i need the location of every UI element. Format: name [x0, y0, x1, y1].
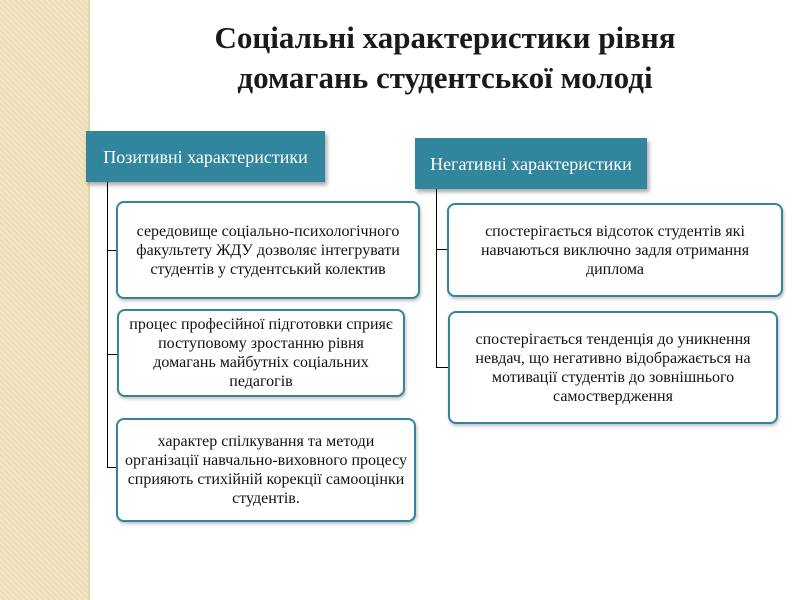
negative-header [415, 138, 647, 189]
positive-header-label: Позитивні характеристики [103, 146, 308, 167]
positive-item-2 [117, 309, 405, 397]
positive-connector-branch-3 [107, 467, 116, 468]
decorative-left-strip [0, 0, 90, 600]
positive-connector-branch-1 [107, 250, 116, 251]
negative-item-2-text: спостерігається тенденція до уникнення невдач, що негативно відображається на мотивації студентів до зовнішнього самоствердження [475, 330, 751, 405]
negative-item-1-text: спостерігається відсоток студентів які навчаються виключно задля отримання диплома [480, 222, 750, 278]
positive-connector-branch-2 [107, 354, 117, 355]
positive-item-2-text: процес професійної підготовки сприяє поступовому зростанню рівня домагань майбутніх соціальних педагогів [129, 316, 393, 390]
negative-header-label: Негативні характеристики [430, 153, 632, 174]
negative-connector-vertical [436, 189, 437, 367]
slide-title [90, 18, 800, 98]
negative-item-2 [448, 311, 778, 424]
positive-item-3-text: характер спілкування та методи організації навчально-виховного процесу сприяють стихійній корекції самооцінки студентів. [125, 433, 407, 507]
slide-title-line-1: Соціальні характеристики рівня [214, 20, 676, 55]
positive-connector-vertical [107, 182, 108, 467]
positive-item-1 [116, 201, 420, 299]
negative-item-1 [447, 203, 783, 297]
slide-title-line-2: домагань студентської молоді [237, 60, 653, 95]
positive-header [86, 131, 325, 182]
positive-item-3 [116, 418, 416, 522]
positive-item-1-text: середовище соціально-психологічного факультету ЖДУ дозволяє інтегрувати студентів у студентський колектив [136, 222, 400, 278]
